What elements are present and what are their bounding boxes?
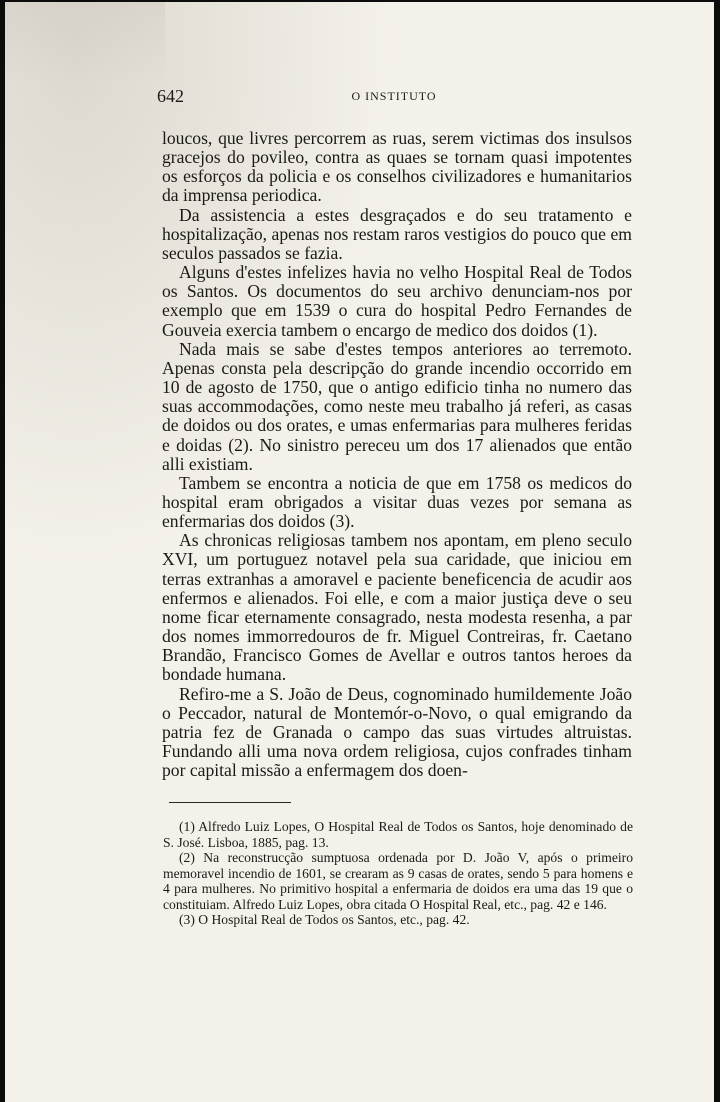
footnote: (3) O Hospital Real de Todos os Santos, etc., pag. 42. [179,912,470,927]
paragraph: Refiro-me a S. João de Deus, cognominado humildemente João o Peccador, natural de Montemór-o-Novo, o qual emigrando da patria fez de Granada o campo das suas virtudes altruistas. Fundando alli uma nova ordem religiosa, cujos confrades tinham por capital missão a enfermagem dos doen- [162,683,632,781]
page-number: 642 [157,86,184,106]
footnotes [163,819,633,928]
paragraph: As chronicas religiosas tambem nos apontam, em pleno seculo XVI, um portuguez notavel pela sua caridade, que iniciou em terras extranhas a amoravel e paciente beneficencia de acudir aos enfermos e alienados. Foi elle, e com a maior justiça deve o seu nome ficar eternamente consagrado, nesta modesta resenha, a par dos nomes immorredouros de fr. Miguel Contreiras, fr. Caetano Brandão, Francisco Gomes de Avellar e outros tantos heroes da bondade humana. [162,530,632,685]
paragraph: loucos, que livres percorrem as ruas, serem victimas dos insulsos gracejos do povileo, contra as quaes se tornam quasi impotentes os esforços da policia e os conselhos civilizadores e humanitarios da imprensa periodica. [162,128,632,206]
footnote-divider [169,802,291,803]
paragraph: Alguns d'estes infelizes havia no velho Hospital Real de Todos os Santos. Os documentos do seu archivo denunciam-nos por exemplo que em 1539 o cura do hospital Pedro Fernandes de Gouveia exercia tambem o encargo de medico dos doidos (1). [162,262,632,340]
footnote: (2) Na reconstrucção sumptuosa ordenada por D. João V, após o primeiro memoravel incendio de 1601, se crearam as 9 casas de orates, sendo 5 para homens e 4 para mulheres. No primitivo hospital a enfermaria de doidos era uma das 19 que o constituiam. Alfredo Luiz Lopes, obra citada O Hospital Real, etc., pag. 42 e 146. [163,850,633,912]
paragraph: Tambem se encontra a noticia de que em 1758 os medicos do hospital eram obrigados a visitar duas vezes por semana as enfermarias dos doidos (3). [162,472,632,532]
page-stain [5,2,165,82]
body-text [162,129,632,780]
running-title: O INSTITUTO [351,89,437,103]
footnote: (1) Alfredo Luiz Lopes, O Hospital Real de Todos os Santos, hoje denominado de S. José. Lisboa, 1885, pag. 13. [163,819,633,850]
paragraph: Da assistencia a estes desgraçados e do seu tratamento e hospitalização, apenas nos restam raros vestigios do pouco que em seculos passados se fazia. [162,204,632,263]
paragraph: Nada mais se sabe d'estes tempos anteriores ao terremoto. Apenas consta pela descripção do grande incendio occorrido em 10 de agosto de 1750, que o antigo edificio tinha no numero das suas accommodações, como neste meu trabalho já referi, as casas de doidos ou dos orates, e umas enfermarias para mulheres feridas e doidas (2). No sinistro pereceu um dos 17 alienados que então alli existiam. [162,338,632,474]
page-header [157,86,631,110]
